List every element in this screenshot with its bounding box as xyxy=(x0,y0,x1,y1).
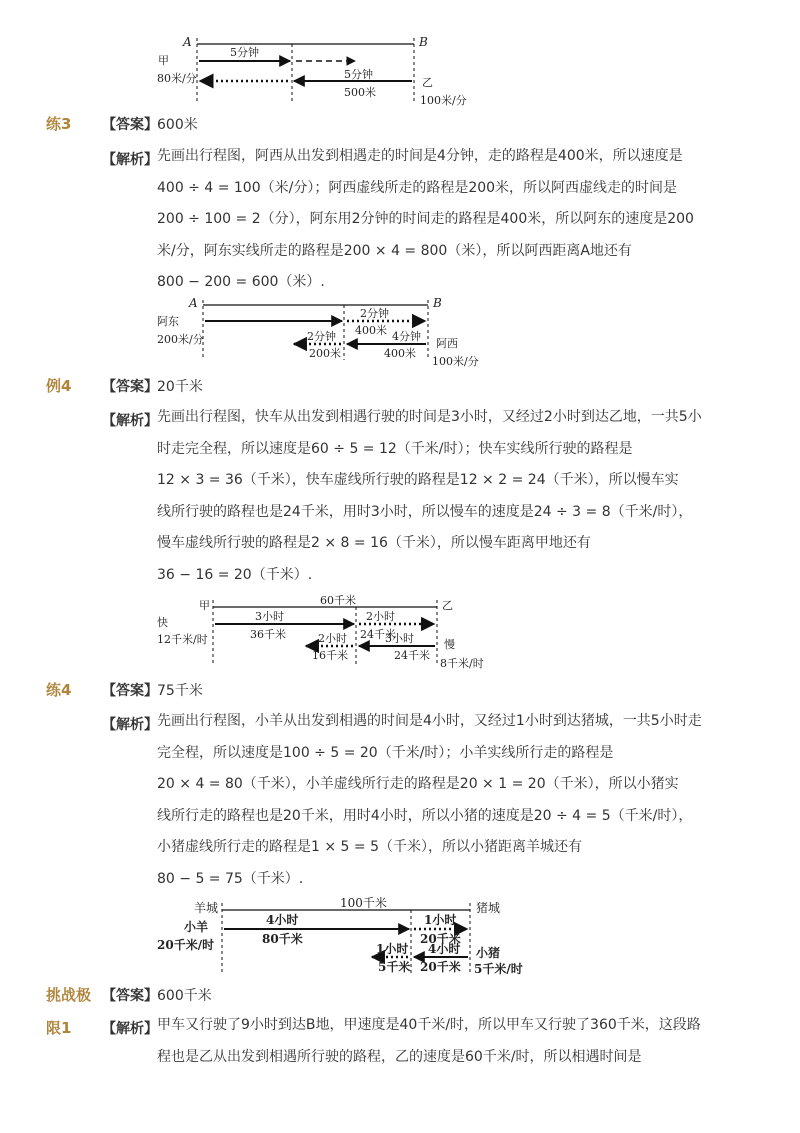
fig0-jia-speed: 80米/分 xyxy=(157,72,197,85)
answer-value: 75千米 xyxy=(157,683,203,699)
analysis-tag: 【解析】 xyxy=(102,152,158,168)
analysis-tag: 【解析】 xyxy=(102,413,158,429)
fig2-man: 慢 xyxy=(444,638,455,651)
section-label-lian4: 练4 xyxy=(46,681,72,699)
fig2-total: 60千米 xyxy=(320,594,356,607)
fig0-label-a: A xyxy=(183,35,192,49)
fig0-bottom-time: 5分钟 xyxy=(344,68,373,81)
fig3-zhu-city: 猪城 xyxy=(476,901,501,915)
fig3-t3: 1小时 xyxy=(376,942,409,956)
fig1-label-b: B xyxy=(433,296,442,310)
travel-diagram-lian4 xyxy=(0,895,800,980)
fig1-dong-speed: 200米/分 xyxy=(157,333,204,346)
section-label-tiaozhanji: 挑战极 xyxy=(46,986,92,1004)
analysis-tag: 【解析】 xyxy=(102,717,158,733)
analysis-tag: 【解析】 xyxy=(102,1021,158,1037)
fig2-d4: 24千米 xyxy=(394,649,430,662)
fig0-yi: 乙 xyxy=(422,76,433,89)
fig3-t4: 4小时 xyxy=(428,942,461,956)
fig1-t1: 2分钟 xyxy=(360,307,389,320)
fig3-d2: 20千米 xyxy=(420,932,461,946)
fig3-yang: 小羊 xyxy=(184,920,209,934)
fig3-total: 100千米 xyxy=(340,896,387,910)
fig2-d1: 36千米 xyxy=(250,628,286,641)
analysis-text: 先画出行程图，阿西从出发到相遇走的时间是4分钟，走的路程是400米，所以速度是 400 ÷ 4 = 100（米/分）；阿西虚线所走的路程是200米，所以阿西虚线走的时间是 200 ÷ 100 = 2（分），阿东用2分钟的时间走的路程是400米，所以阿东的速度是200 米/分，阿东实线所走的路程是200 × 4 = 800（米），所以阿西距离A地还有 800 − 200 = 600（米）. xyxy=(157,148,694,291)
fig2-jia: 甲 xyxy=(199,599,210,612)
fig1-xi: 阿西 xyxy=(436,337,458,350)
answer-value: 600米 xyxy=(157,117,198,133)
fig3-d4: 20千米 xyxy=(420,960,461,974)
fig0-jia: 甲 xyxy=(158,54,169,67)
fig3-d1: 80千米 xyxy=(262,932,303,946)
analysis-text: 甲车又行驶了9小时到达B地，甲速度是40千米/时，所以甲车又行驶了360千米，这段路 程也是乙从出发到相遇所行驶的路程，乙的速度是60千米/时，所以相遇时间是 xyxy=(157,1017,701,1065)
analysis-text: 先画出行程图，快车从出发到相遇行驶的时间是3小时，又经过2小时到达乙地，一共5小 时走完全程，所以速度是60 ÷ 5 = 12（千米/时）；快车实线所行驶的路程是 12 × 3 = 36（千米），快车虚线所行驶的路程是12 × 2 = 24（千米），所以慢车实 线所行驶的路程也是24千米，用时3小时，所以慢车的速度是24 ÷ 3 = 8（千米/时）， 慢车虚线所行驶的路程是2 × 8 = 16（千米），所以慢车距离甲地还有 36 − 16 = 20（千米）. xyxy=(157,409,702,583)
travel-diagram-lian3 xyxy=(0,295,800,375)
travel-diagram-top xyxy=(0,0,800,110)
answer-value: 600千米 xyxy=(157,988,212,1004)
travel-diagram-li4 xyxy=(0,592,800,672)
fig2-t3: 2小时 xyxy=(318,632,347,645)
fig2-t1: 3小时 xyxy=(255,610,284,623)
fig3-zhu: 小猪 xyxy=(476,946,501,960)
fig2-man-speed: 8千米/时 xyxy=(440,657,484,670)
answer-tag: 【答案】 xyxy=(102,988,158,1004)
fig2-yi: 乙 xyxy=(442,599,453,612)
fig0-yi-speed: 100米/分 xyxy=(420,94,467,107)
answer-value: 20千米 xyxy=(157,379,203,395)
fig2-d3: 16千米 xyxy=(312,649,348,662)
fig3-yang-speed: 20千米/时 xyxy=(157,938,215,952)
fig3-t2: 1小时 xyxy=(424,913,457,927)
answer-tag: 【答案】 xyxy=(102,379,158,395)
analysis-text: 先画出行程图，小羊从出发到相遇的时间是4小时，又经过1小时到达猪城，一共5小时走 完全程，所以速度是100 ÷ 5 = 20（千米/时）；小羊实线所行走的路程是 20 × 4 = 80（千米），小羊虚线所行走的路程是20 × 1 = 20（千米），所以小猪实 线所行走的路程也是20千米，用时4小时，所以小猪的速度是20 ÷ 4 = 5（千米/时）， 小猪虚线所行走的路程是1 × 5 = 5（千米），所以小猪距离羊城还有 80 − 5 = 75（千米）. xyxy=(157,713,702,887)
section-label-lian3: 练3 xyxy=(46,115,72,133)
fig2-t4: 3小时 xyxy=(385,632,414,645)
fig1-t2: 2分钟 xyxy=(307,330,336,343)
section-label-li4: 例4 xyxy=(46,377,72,395)
fig1-d1: 400米 xyxy=(355,324,387,337)
fig3-d3: 5千米 xyxy=(378,960,411,974)
fig0-dist: 500米 xyxy=(344,86,376,99)
fig3-zhu-speed: 5千米/时 xyxy=(474,962,523,976)
fig2-t2: 2小时 xyxy=(366,610,395,623)
fig2-kuai: 快 xyxy=(157,616,168,629)
fig1-d3: 400米 xyxy=(384,347,416,360)
fig1-t3: 4分钟 xyxy=(392,330,421,343)
fig1-xi-speed: 100米/分 xyxy=(432,355,479,368)
fig3-t1: 4小时 xyxy=(266,913,299,927)
answer-tag: 【答案】 xyxy=(102,117,158,133)
fig1-dong: 阿东 xyxy=(157,315,179,328)
answer-tag: 【答案】 xyxy=(102,683,158,699)
fig1-d2: 200米 xyxy=(309,347,341,360)
section-label-xian1: 限1 xyxy=(46,1019,72,1037)
fig1-label-a: A xyxy=(189,296,198,310)
fig0-top-time: 5分钟 xyxy=(230,46,259,59)
fig0-label-b: B xyxy=(419,35,428,49)
fig3-yang-city: 羊城 xyxy=(194,901,219,915)
fig2-d2: 24千米 xyxy=(360,628,396,641)
fig2-kuai-speed: 12千米/时 xyxy=(157,633,208,646)
